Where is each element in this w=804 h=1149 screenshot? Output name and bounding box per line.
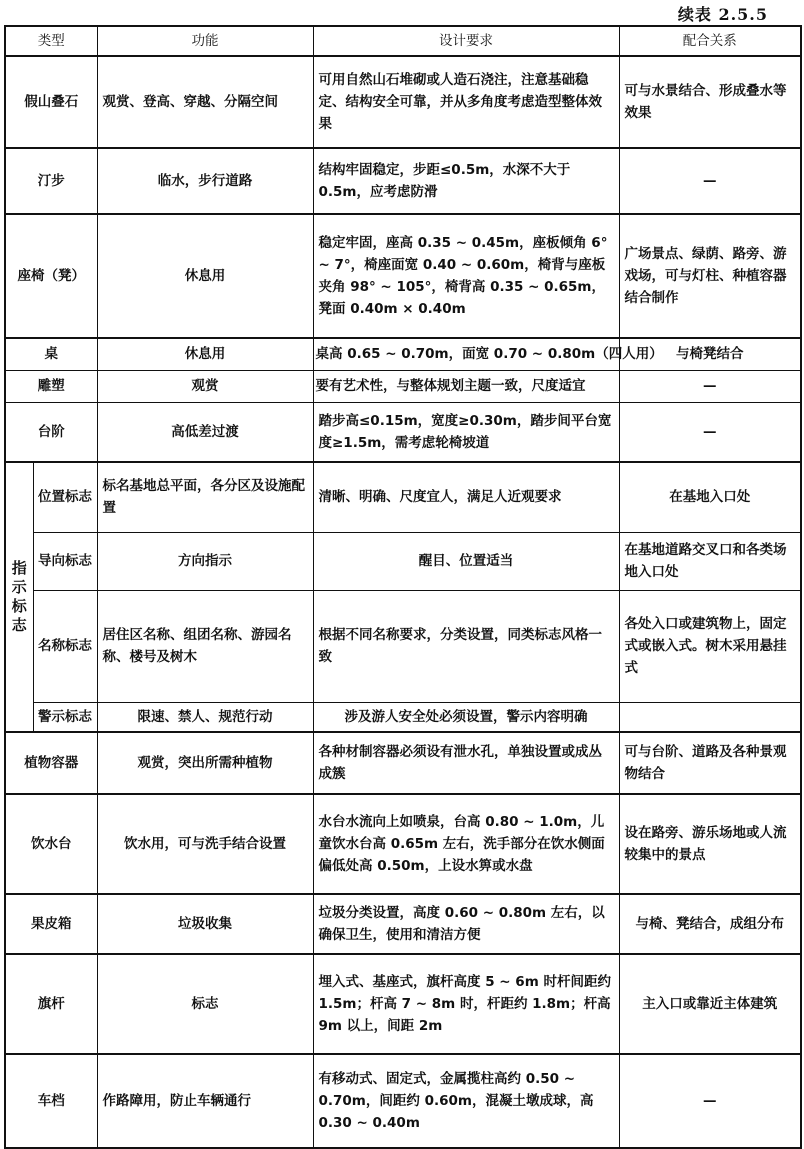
table-row: [5, 338, 801, 370]
table-row: [5, 732, 801, 794]
cell-type: 台阶: [5, 402, 97, 462]
cell-type: 车档: [5, 1054, 97, 1148]
header-requirement: 设计要求: [313, 26, 619, 56]
cell-type: 假山叠石: [5, 56, 97, 148]
table-row: [5, 148, 801, 214]
cell-requirement: 埋入式、基座式，旗杆高度 5 ~ 6m 时杆间距约 1.5m；杆高 7 ~ 8m 时，杆距约 1.8m；杆高 9m 以上，间距 2m: [313, 954, 619, 1054]
cell-type: 果皮箱: [5, 894, 97, 954]
cell-type: 桌: [5, 338, 97, 370]
cell-requirement: 桌高 0.65 ~ 0.70m，面宽 0.70 ~ 0.80m（四人用）: [313, 338, 619, 370]
cell-requirement: 稳定牢固，座高 0.35 ~ 0.45m，座板倾角 6° ~ 7°，椅座面宽 0.40 ~ 0.60m，椅背与座板夹角 98° ~ 105°，椅背高 0.35 ~ 0.65m，凳面 0.40m × 0.40m: [313, 214, 619, 338]
cell-requirement: 各种材制容器必须设有泄水孔，单独设置或成丛成簇: [313, 732, 619, 794]
cell-relation: 主入口或靠近主体建筑: [619, 954, 801, 1054]
cell-function: 饮水用，可与洗手结合设置: [97, 794, 313, 894]
cell-function: 标名基地总平面，各分区及设施配置: [97, 462, 313, 532]
table-row: [5, 214, 801, 338]
cell-type: 位置标志: [33, 462, 97, 532]
cell-relation: —: [619, 148, 801, 214]
table-row: [5, 794, 801, 894]
group-label-text: 指示标志: [11, 559, 27, 634]
cell-requirement: 水台水流向上如喷泉，台高 0.80 ~ 1.0m，儿童饮水台高 0.65m 左右，洗手部分在饮水侧面偏低处高 0.50m，上设水箅或水盘: [313, 794, 619, 894]
cell-type: 座椅（凳）: [5, 214, 97, 338]
cell-relation: 可与水景结合、形成叠水等效果: [619, 56, 801, 148]
cell-function: 限速、禁人、规范行动: [97, 702, 313, 732]
cell-relation: 可与台阶、道路及各种景观物结合: [619, 732, 801, 794]
cell-relation: 在基地道路交叉口和各类场地入口处: [619, 532, 801, 590]
cell-requirement: 可用自然山石堆砌或人造石浇注，注意基础稳定、结构安全可靠，并从多角度考虑造型整体效果: [313, 56, 619, 148]
table-row: [5, 532, 801, 590]
cell-requirement: 结构牢固稳定，步距≤0.5m，水深不大于0.5m，应考虑防滑: [313, 148, 619, 214]
table-row: [5, 954, 801, 1054]
cell-function: 观赏、登高、穿越、分隔空间: [97, 56, 313, 148]
cell-relation: 与椅、凳结合，成组分布: [619, 894, 801, 954]
cell-type: 导向标志: [33, 532, 97, 590]
facilities-table: [4, 25, 802, 1149]
cell-type: 警示标志: [33, 702, 97, 732]
table-caption: 续表 2.5.5: [677, 5, 768, 24]
cell-requirement: 踏步高≤0.15m，宽度≥0.30m，踏步间平台宽度≥1.5m，需考虑轮椅坡道: [313, 402, 619, 462]
cell-type: 汀步: [5, 148, 97, 214]
cell-type: 雕塑: [5, 370, 97, 402]
cell-function: 临水，步行道路: [97, 148, 313, 214]
cell-relation: 设在路旁、游乐场地或人流较集中的景点: [619, 794, 801, 894]
cell-type: 植物容器: [5, 732, 97, 794]
cell-relation: 与椅凳结合: [619, 338, 801, 370]
cell-function: 观赏，突出所需种植物: [97, 732, 313, 794]
cell-requirement: 垃圾分类设置，高度 0.60 ~ 0.80m 左右，以确保卫生，使用和清洁方便: [313, 894, 619, 954]
header-type: 类型: [5, 26, 97, 56]
cell-function: 休息用: [97, 214, 313, 338]
header-relation: 配合关系: [619, 26, 801, 56]
cell-relation: —: [619, 402, 801, 462]
cell-type: 饮水台: [5, 794, 97, 894]
cell-function: 观赏: [97, 370, 313, 402]
group-label-sign: [5, 462, 33, 732]
cell-relation: 广场景点、绿荫、路旁、游戏场，可与灯柱、种植容器结合制作: [619, 214, 801, 338]
table-row: [5, 1054, 801, 1148]
cell-requirement: 涉及游人安全处必须设置，警示内容明确: [313, 702, 619, 732]
cell-function: 垃圾收集: [97, 894, 313, 954]
cell-type: 名称标志: [33, 590, 97, 702]
cell-relation: 在基地入口处: [619, 462, 801, 532]
cell-type: 旗杆: [5, 954, 97, 1054]
cell-requirement: 有移动式、固定式，金属揽柱高约 0.50 ~ 0.70m，间距约 0.60m，混凝土墩成球，高 0.30 ~ 0.40m: [313, 1054, 619, 1148]
cell-requirement: 根据不同名称要求，分类设置，同类标志风格一致: [313, 590, 619, 702]
cell-relation: [619, 702, 801, 732]
table-row: [5, 462, 801, 532]
cell-function: 居住区名称、组团名称、游园名称、楼号及树木: [97, 590, 313, 702]
table-row: [5, 370, 801, 402]
cell-requirement: 要有艺术性，与整体规划主题一致，尺度适宜: [313, 370, 619, 402]
cell-function: 方向指示: [97, 532, 313, 590]
header-row: [5, 26, 801, 56]
cell-requirement: 醒目、位置适当: [313, 532, 619, 590]
cell-function: 休息用: [97, 338, 313, 370]
cell-function: 标志: [97, 954, 313, 1054]
cell-relation: 各处入口或建筑物上，固定式或嵌入式。树木采用悬挂式: [619, 590, 801, 702]
table-row: [5, 894, 801, 954]
cell-requirement: 清晰、明确、尺度宜人，满足人近观要求: [313, 462, 619, 532]
table-row: [5, 56, 801, 148]
table-row: [5, 402, 801, 462]
table-row: [5, 590, 801, 702]
cell-relation: —: [619, 1054, 801, 1148]
cell-function: 作路障用，防止车辆通行: [97, 1054, 313, 1148]
table-row: [5, 702, 801, 732]
cell-function: 高低差过渡: [97, 402, 313, 462]
cell-relation: —: [619, 370, 801, 402]
header-function: 功能: [97, 26, 313, 56]
